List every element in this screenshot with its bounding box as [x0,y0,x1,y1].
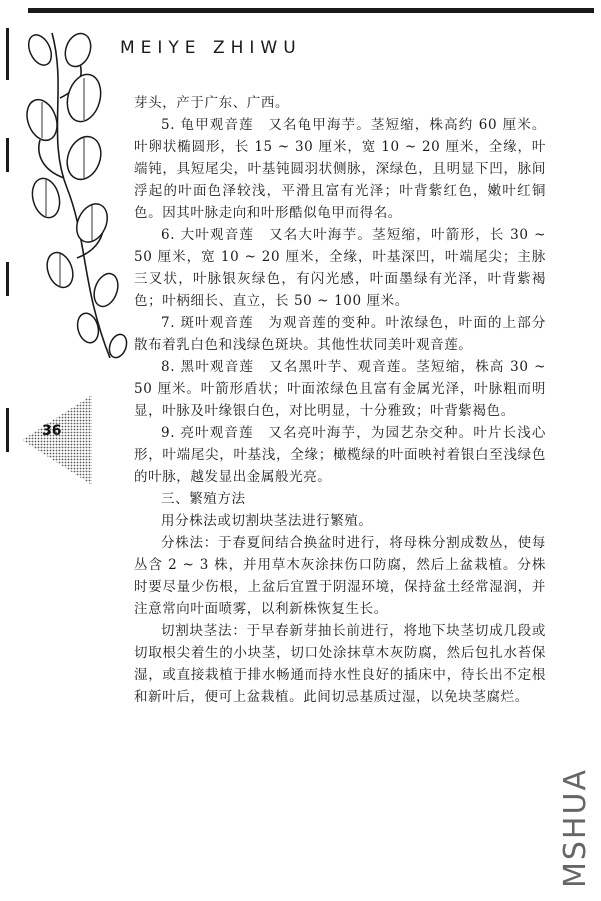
paragraph: 6. 大叶观音莲 又名大叶海芋。茎短缩，叶箭形，长 30 ~ 50 厘米，宽 10 ~ 20 厘米，全缘，叶基深凹，叶端尾尖；主脉三叉状，叶脉银灰绿色，有闪光感，叶面墨绿有光泽，叶背紫褐色；叶柄细长、直立，长 50 ~ 100 厘米。 [134,227,546,309]
paragraph: 芽头，产于广东、广西。 [134,95,290,111]
margin-bar [6,262,9,296]
paragraph: 8. 黑叶观音莲 又名黑叶芋、观音莲。茎短缩，株高 30 ~ 50 厘米。叶箭形盾状；叶面浓绿色且富有金属光泽，叶脉粗而明显，叶脉及叶缘银白色，对比明显，十分雅致；叶背紫褐色。 [134,359,546,419]
header-rule [28,8,594,13]
paragraph: 切割块茎法：于早春新芽抽长前进行，将地下块茎切成几段或切取根尖着生的小块茎，切口处涂抹草木灰防腐，然后包扎水苔保湿，或直接栽植于排水畅通而持水性良好的插床中，待长出不定根和新叶后，便可上盆栽植。此间切忌基质过湿，以免块茎腐烂。 [134,623,546,705]
body-text [134,92,546,708]
page-number: 36 [42,423,62,439]
paragraph: 三、繁殖方法 [161,491,246,507]
paragraph: 7. 斑叶观音莲 为观音莲的变种。叶浓绿色，叶面的上部分散布着乳白色和浅绿色斑块。其他性状同美叶观音莲。 [134,315,546,353]
series-title: MEIYE ZHIWU [120,38,302,58]
page-tab-wedge [22,395,92,485]
leaf-vine-illustration [22,28,132,368]
margin-bar [6,138,9,172]
watermark-text: MSHUA [558,768,593,888]
paragraph: 分株法：于春夏间结合换盆时进行，将母株分割成数丛，使每丛含 2 ~ 3 株，并用草木灰涂抹伤口防腐，然后上盆栽植。分株时要尽量少伤根，上盆后宜置于阴湿环境，保持盆土经常湿润，并注意常向叶面喷雾，以利新株恢复生长。 [134,535,546,617]
paragraph: 5. 龟甲观音莲 又名龟甲海芋。茎短缩，株高约 60 厘米。叶卵状椭圆形，长 15 ~ 30 厘米，宽 10 ~ 20 厘米，全缘，叶端钝，具短尾尖，叶基钝圆羽状侧脉，深绿色，且明显下凹，脉间浮起的叶面色泽较浅，平滑且富有光泽；叶背紫红色，嫩叶红铜色。因其叶脉走向和叶形酷似龟甲而得名。 [134,117,546,221]
paragraph: 用分株法或切割块茎法进行繁殖。 [161,513,373,529]
margin-bar [6,408,9,452]
paragraph: 9. 亮叶观音莲 又名亮叶海芋，为园艺杂交种。叶片长浅心形，叶端尾尖，叶基浅，全缘；橄榄绿的叶面映衬着银白至浅绿色的叶脉，越发显出金属般光亮。 [134,425,546,485]
margin-bar [6,28,9,80]
